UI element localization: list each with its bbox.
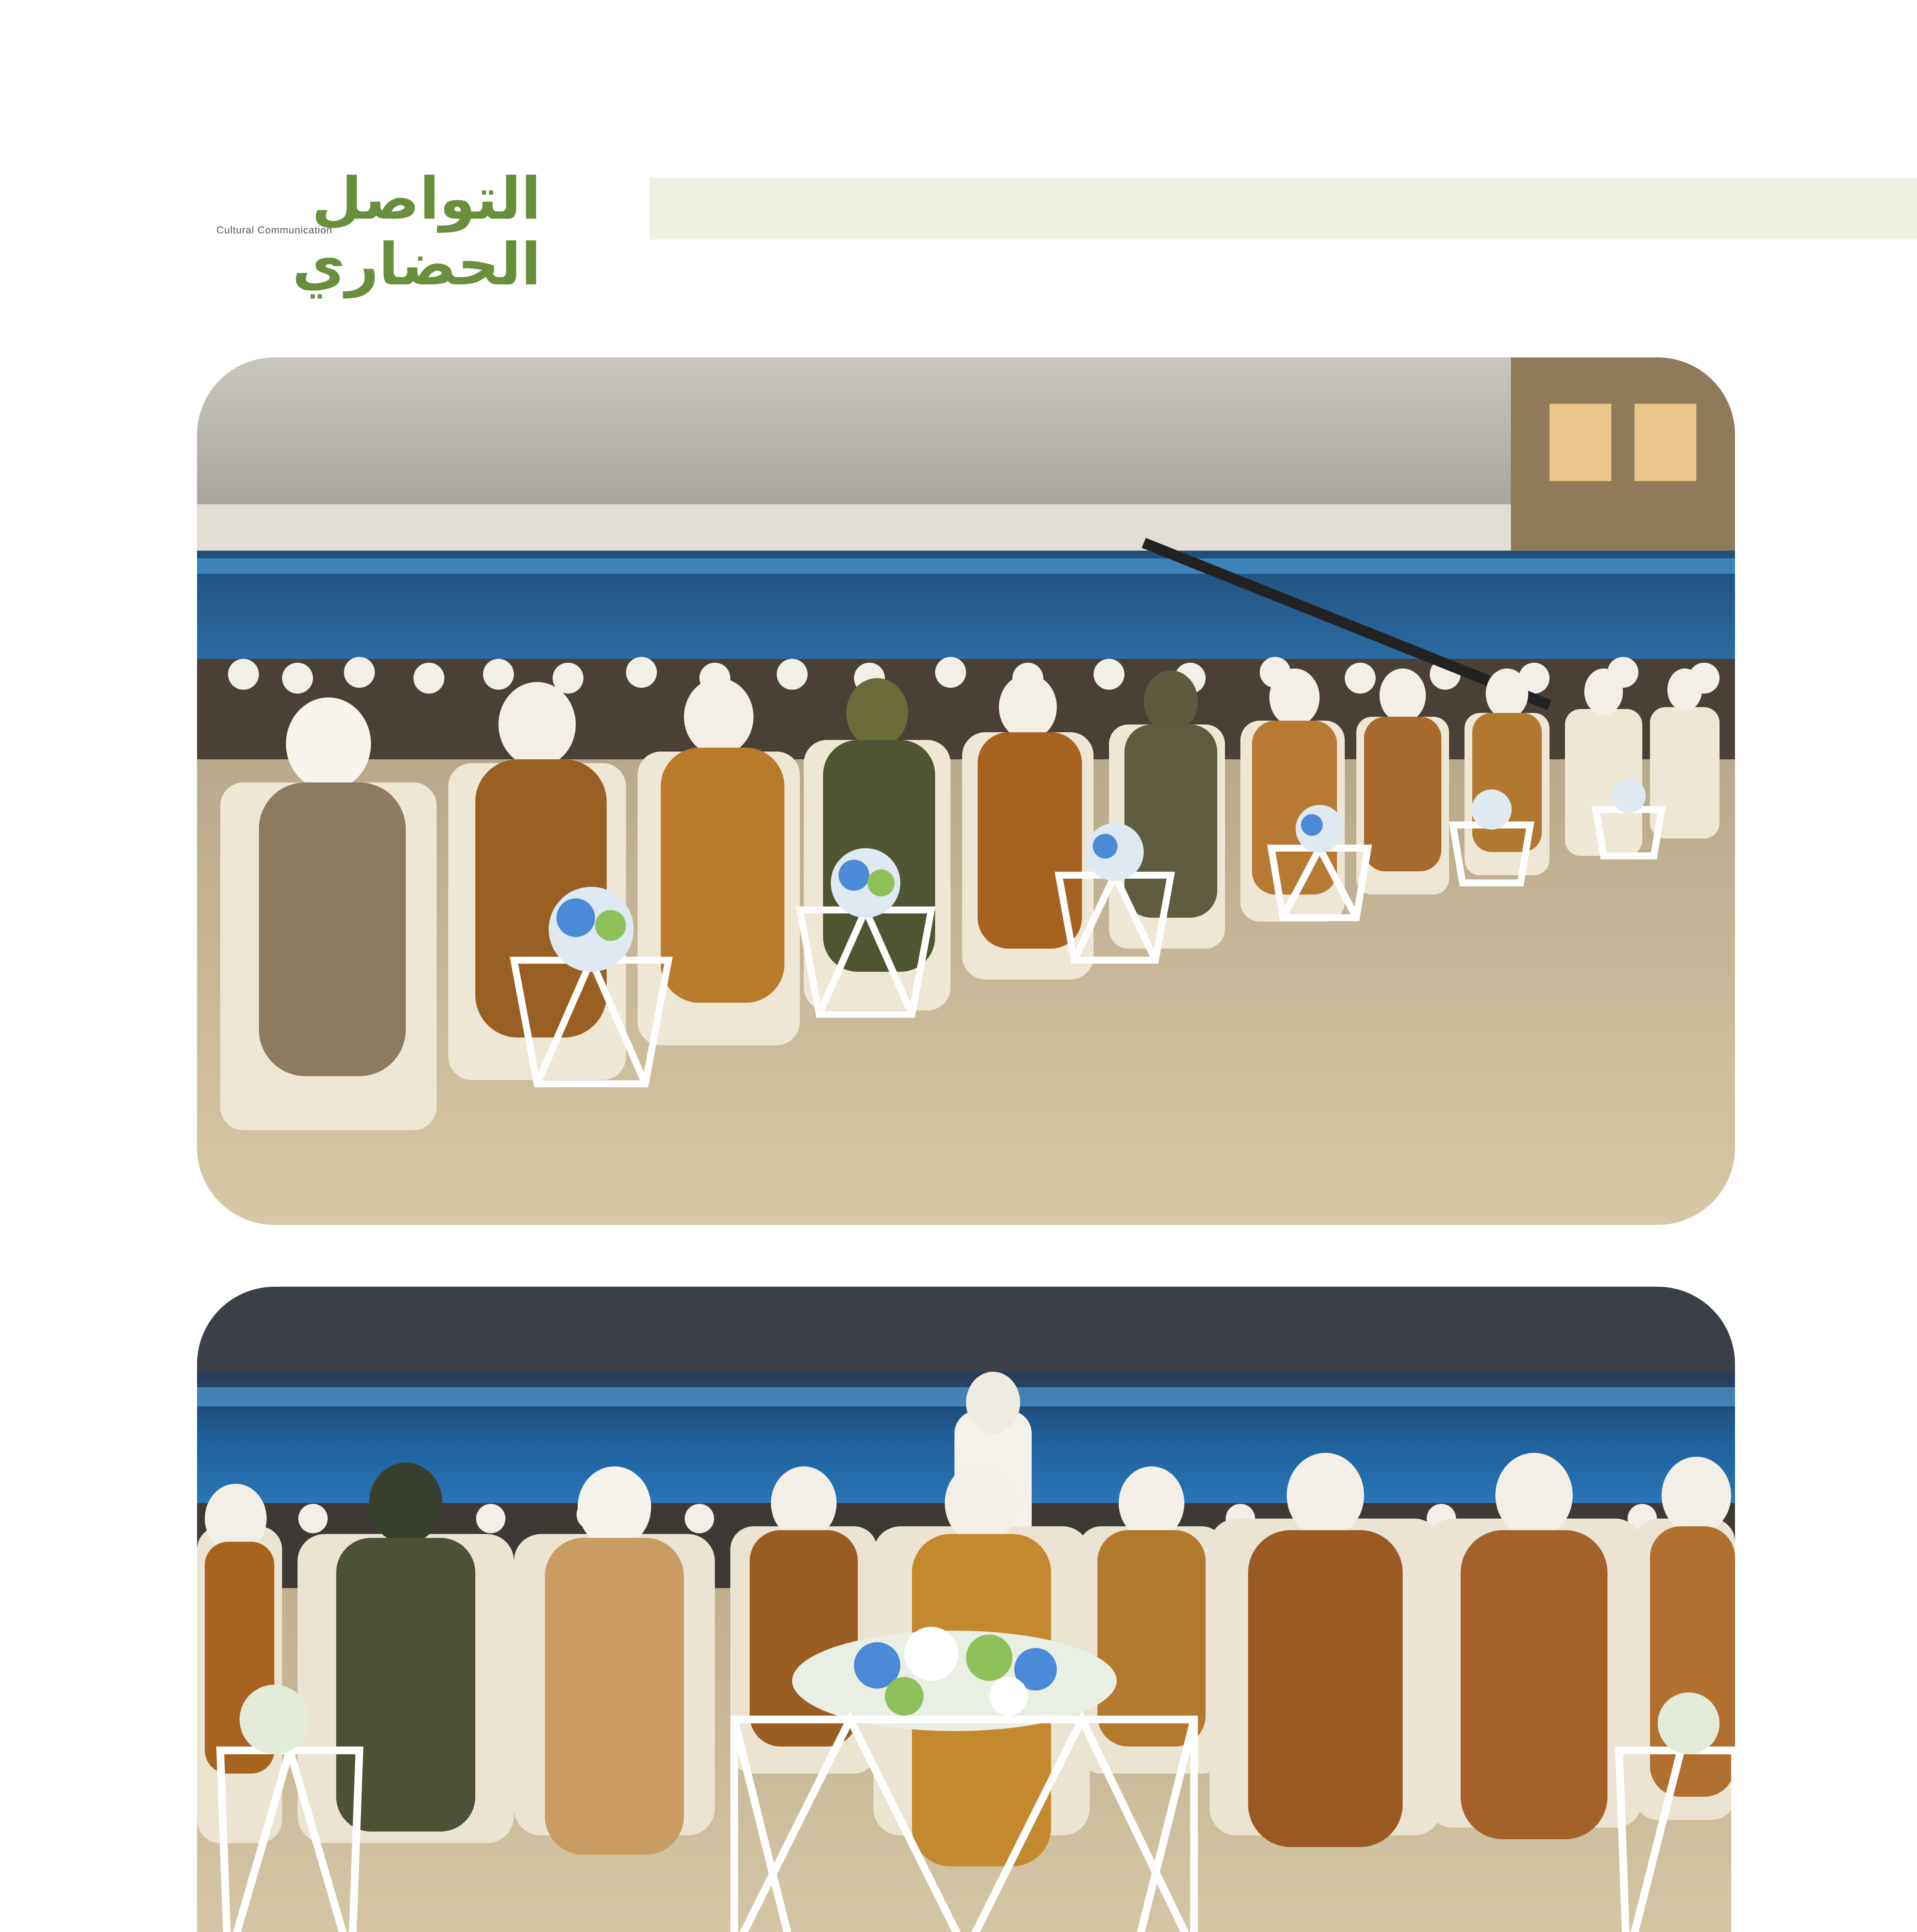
header-band — [649, 178, 1917, 240]
photo-audience-side-view — [197, 357, 1735, 1225]
photo-1-illustration — [197, 357, 1735, 1225]
logo-arabic-text: التواصل الحضاري — [292, 165, 541, 298]
logo-english-text: Cultural Communication — [216, 224, 332, 236]
photo-2-illustration — [197, 1287, 1735, 1932]
magazine-logo — [116, 165, 541, 298]
photo-dignitaries-front-view — [197, 1287, 1735, 1932]
